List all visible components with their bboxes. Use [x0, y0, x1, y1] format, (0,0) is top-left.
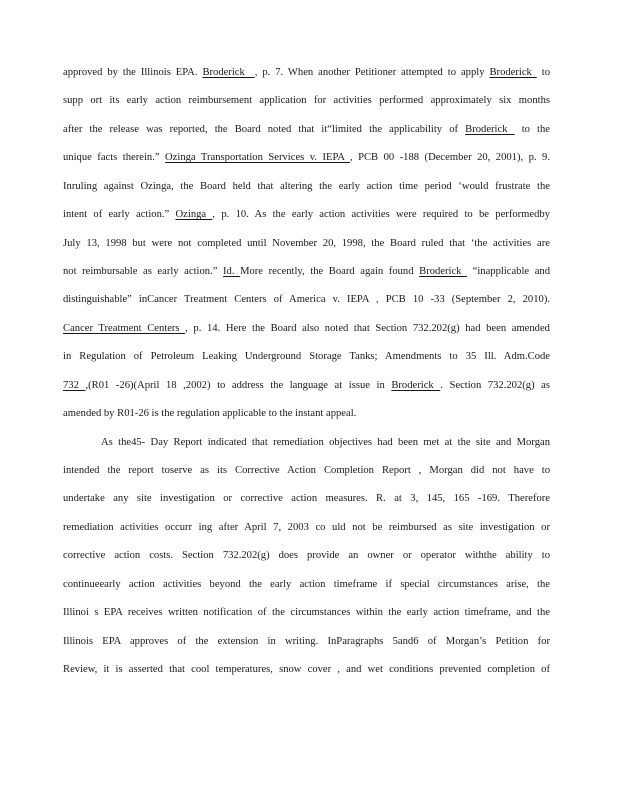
text-line: approved by the Illinois EPA. Broderick , p. 7. When another Petitioner attempted to apply Broderick to	[63, 67, 550, 78]
text-line: supp ort its early action reimbursement application for activities performed approximately six months	[63, 95, 550, 106]
case-citation: Broderick	[391, 380, 441, 391]
case-citation: Cancer Treatment Centers	[63, 323, 186, 334]
case-citation: Id.	[223, 266, 241, 277]
text-line: not reimbursable as early action.” Id. More recently, the Board again found Broderick “inapplicable and	[63, 266, 550, 277]
text-line: continueearly action activities beyond the early action timeframe if special circumstances arise, the	[63, 579, 550, 590]
text-line: intended the report toserve as its Corrective Action Completion Report , Morgan did not have to	[63, 465, 550, 476]
text-line: undertake any site investigation or corrective action measures. R. at 3, 145, 165 -169. Therefore	[63, 493, 550, 504]
text-line: after the release was reported, the Board noted that it“limited the applicability of Broderick to the	[63, 124, 550, 135]
text-line: Cancer Treatment Centers , p. 14. Here the Board also noted that Section 732.202(g) had been amended	[63, 323, 550, 334]
paragraph-first-line: As the45- Day Report indicated that remediation objectives had been met at the site and Morgan	[101, 437, 550, 448]
text-line: distinguishable” inCancer Treatment Centers of America v. IEPA , PCB 10 -33 (September 2, 2010).	[63, 294, 550, 305]
case-citation: Broderick	[202, 67, 255, 78]
case-citation: Broderick	[419, 266, 468, 277]
text-line: July 13, 1998 but were not completed until November 20, 1998, the Board ruled that ‘the activities are	[63, 238, 550, 249]
case-citation: Ozinga Transportation Services v. IEPA	[165, 152, 350, 163]
case-citation: Ozinga	[175, 209, 213, 220]
text-line: 732 ,(R01 -26)(April 18 ,2002) to address the language at issue in Broderick . Section 732.202(g) as	[63, 380, 550, 391]
text-line: corrective action costs. Section 732.202(g) does provide an owner or operator withthe ability to	[63, 550, 550, 561]
text-line: Illinois EPA approves of the extension in writing. InParagraphs 5and6 of Morgan’s Petition for	[63, 636, 550, 647]
text-line: remediation activities occurr ing after April 7, 2003 co uld not be reimbursed as site investigation or	[63, 522, 550, 533]
case-citation: Broderick	[465, 124, 515, 135]
case-citation: Broderick	[489, 67, 537, 78]
text-line: amended by R01-26 is the regulation applicable to the instant appeal.	[63, 408, 357, 419]
text-line: Review, it is asserted that cool temperatures, snow cover , and wet conditions prevented completion of	[63, 664, 550, 675]
case-citation: 732	[63, 380, 86, 391]
text-line: intent of early action.” Ozinga , p. 10. As the early action activities were required to be performedby	[63, 209, 550, 220]
text-line: in Regulation of Petroleum Leaking Underground Storage Tanks; Amendments to 35 Ill. Adm.Code	[63, 351, 550, 362]
text-line: Inruling against Ozinga, the Board held that altering the early action time period ‘would frustrate the	[63, 181, 550, 192]
text-line: unique facts therein.” Ozinga Transportation Services v. IEPA , PCB 00 -188 (December 20, 2001), p. 9.	[63, 152, 550, 163]
text-line: Illinoi s EPA receives written notification of the circumstances within the early action timeframe, and the	[63, 607, 550, 618]
